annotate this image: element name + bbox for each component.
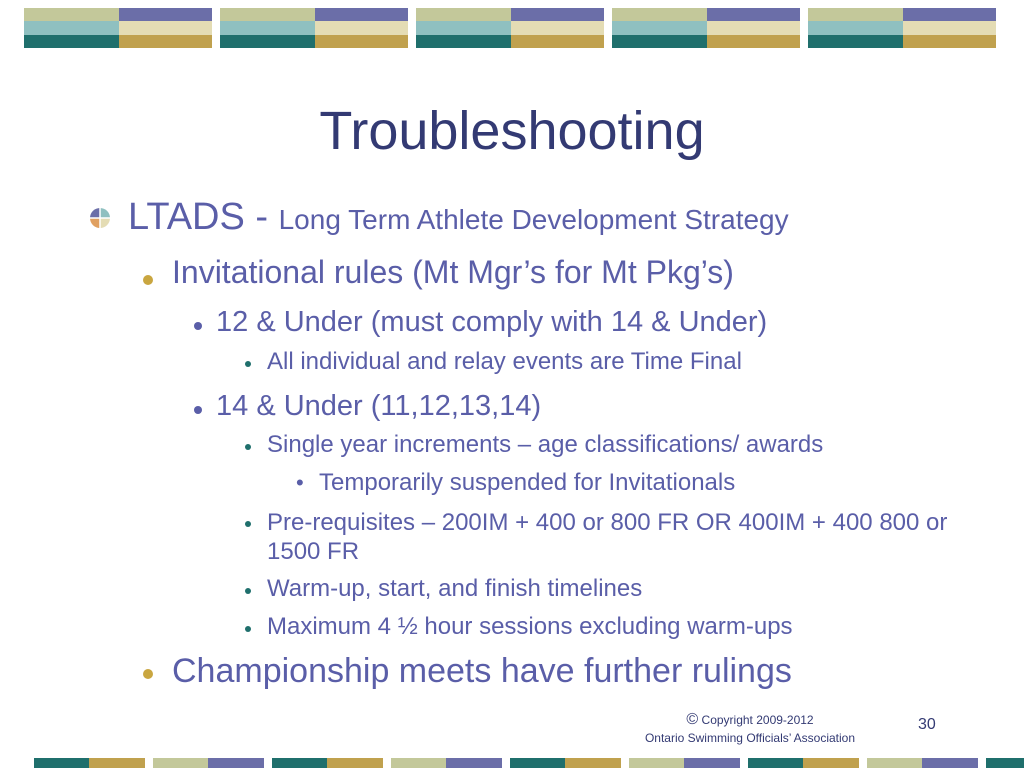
- bullet-dot: [245, 626, 251, 632]
- copyright-symbol: ©: [686, 711, 699, 728]
- footer-decoration: [34, 758, 1024, 768]
- decor-tile: [612, 8, 800, 48]
- bullet-max-sessions: Maximum 4 ½ hour sessions excluding warm-ups: [267, 613, 793, 640]
- header-decoration: [24, 8, 1000, 48]
- bullet-ltads-main: LTADS -: [128, 196, 279, 238]
- bullet-single-year: Single year increments – age classifications/ awards: [267, 431, 824, 458]
- bullet-championship: Championship meets have further rulings: [172, 652, 792, 690]
- bullet-12-under: 12 & Under (must comply with 14 & Under): [216, 306, 768, 338]
- bullet-dot: [194, 406, 202, 414]
- decor-tile: [24, 8, 212, 48]
- bullet-dot: [245, 444, 251, 450]
- bullet-ltads: [128, 196, 789, 239]
- bullet-temporarily-suspended: Temporarily suspended for Invitationals: [319, 469, 736, 496]
- bullet-dot: [143, 275, 153, 285]
- bullet-ltads-detail: Long Term Athlete Development Strategy: [278, 204, 789, 235]
- footer-copyright: [620, 711, 880, 747]
- slide-title: Troubleshooting: [319, 101, 705, 161]
- copyright-text: Copyright 2009-2012: [701, 713, 814, 727]
- decor-tile: [808, 8, 996, 48]
- decor-tile: [416, 8, 604, 48]
- bullet-dot: [143, 669, 153, 679]
- bullet-prerequisites: Pre-requisites – 200IM + 400 or 800 FR OR 400IM + 400 800 or 1500 FR: [267, 509, 948, 565]
- decor-tile: [220, 8, 408, 48]
- bullet-dot: [245, 361, 251, 367]
- bullet-dot: [194, 322, 202, 330]
- bullet-dot-small: •: [296, 470, 304, 495]
- bullet-dot: [245, 521, 251, 527]
- bullet-timelines: Warm-up, start, and finish timelines: [267, 575, 643, 602]
- bullet-invitational-rules: Invitational rules (Mt Mgr’s for Mt Pkg’s): [172, 254, 734, 290]
- organization-name: Ontario Swimming Officials’ Association: [644, 731, 856, 745]
- quad-square-icon: [90, 208, 110, 228]
- page-number: 30: [918, 716, 936, 733]
- bullet-14-under: 14 & Under (11,12,13,14): [216, 390, 542, 422]
- bullet-time-final: All individual and relay events are Time Final: [267, 348, 742, 375]
- bullet-dot: [245, 588, 251, 594]
